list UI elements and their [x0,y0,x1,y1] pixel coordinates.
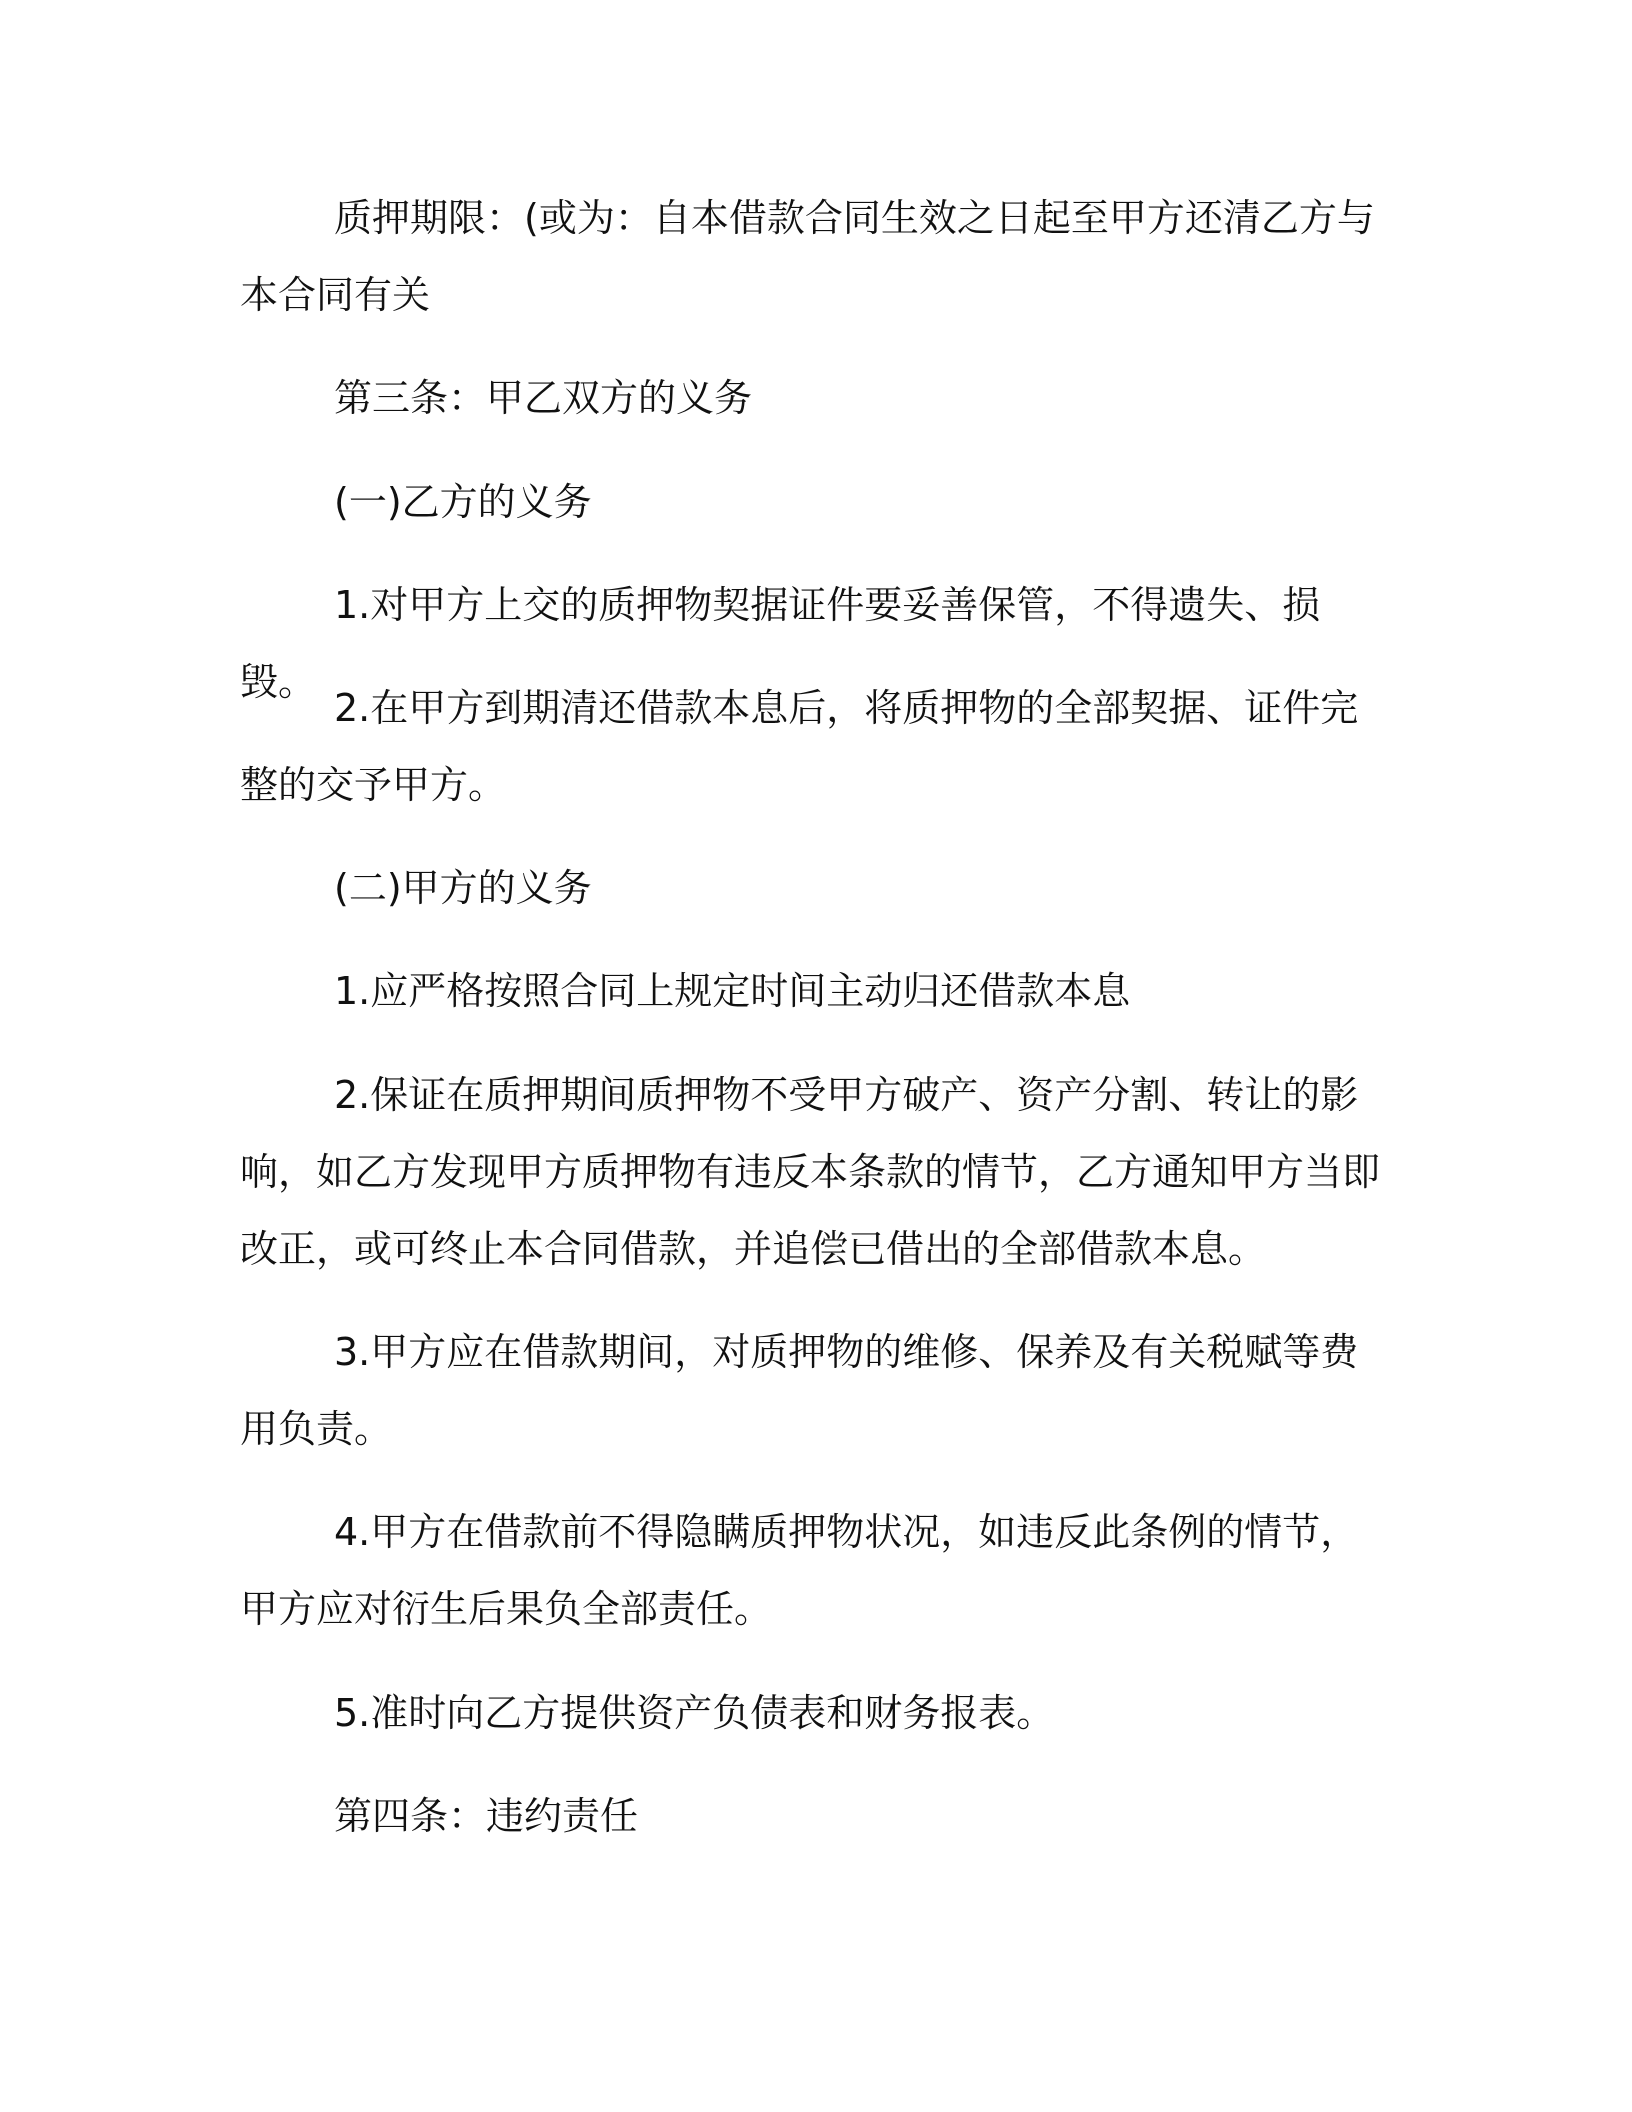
heading-party-a-duties: (二)甲方的义务 [334,866,592,910]
paragraph-a-duty-3: 3.甲方应在借款期间，对质押物的维修、保养及有关税赋等费用负责。 [240,1330,1359,1451]
heading-party-b-duties: (一)乙方的义务 [334,480,592,524]
paragraph-a-duty-4: 4.甲方在借款前不得隐瞒质押物状况，如违反此条例的情节，甲方应对衍生后果负全部责任。 [240,1510,1359,1631]
heading-article-4: 第四条：违约责任 [334,1794,639,1838]
paragraph-a-duty-1: 1.应严格按照合同上规定时间主动归还借款本息 [334,969,1131,1013]
paragraph-b-duty-2: 2.在甲方到期清还借款本息后，将质押物的全部契据、证件完整的交予甲方。 [240,686,1359,807]
paragraph-a-duty-5: 5.准时向乙方提供资产负债表和财务报表。 [334,1691,1055,1735]
paragraph-a-duty-2: 2.保证在质押期间质押物不受甲方破产、资产分割、转让的影响，如乙方发现甲方质押物有违反本条款的情节，乙方通知甲方当即改正，或可终止本合同借款，并追偿已借出的全部借款本息。 [240,1073,1381,1271]
paragraph-b-duty-1: 1.对甲方上交的质押物契据证件要妥善保管，不得遗失、损毁。 [240,583,1321,704]
heading-article-3: 第三条：甲乙双方的义务 [334,376,753,420]
paragraph-pledge-term: 质押期限：(或为：自本借款合同生效之日起至甲方还清乙方与本合同有关 [240,196,1375,317]
